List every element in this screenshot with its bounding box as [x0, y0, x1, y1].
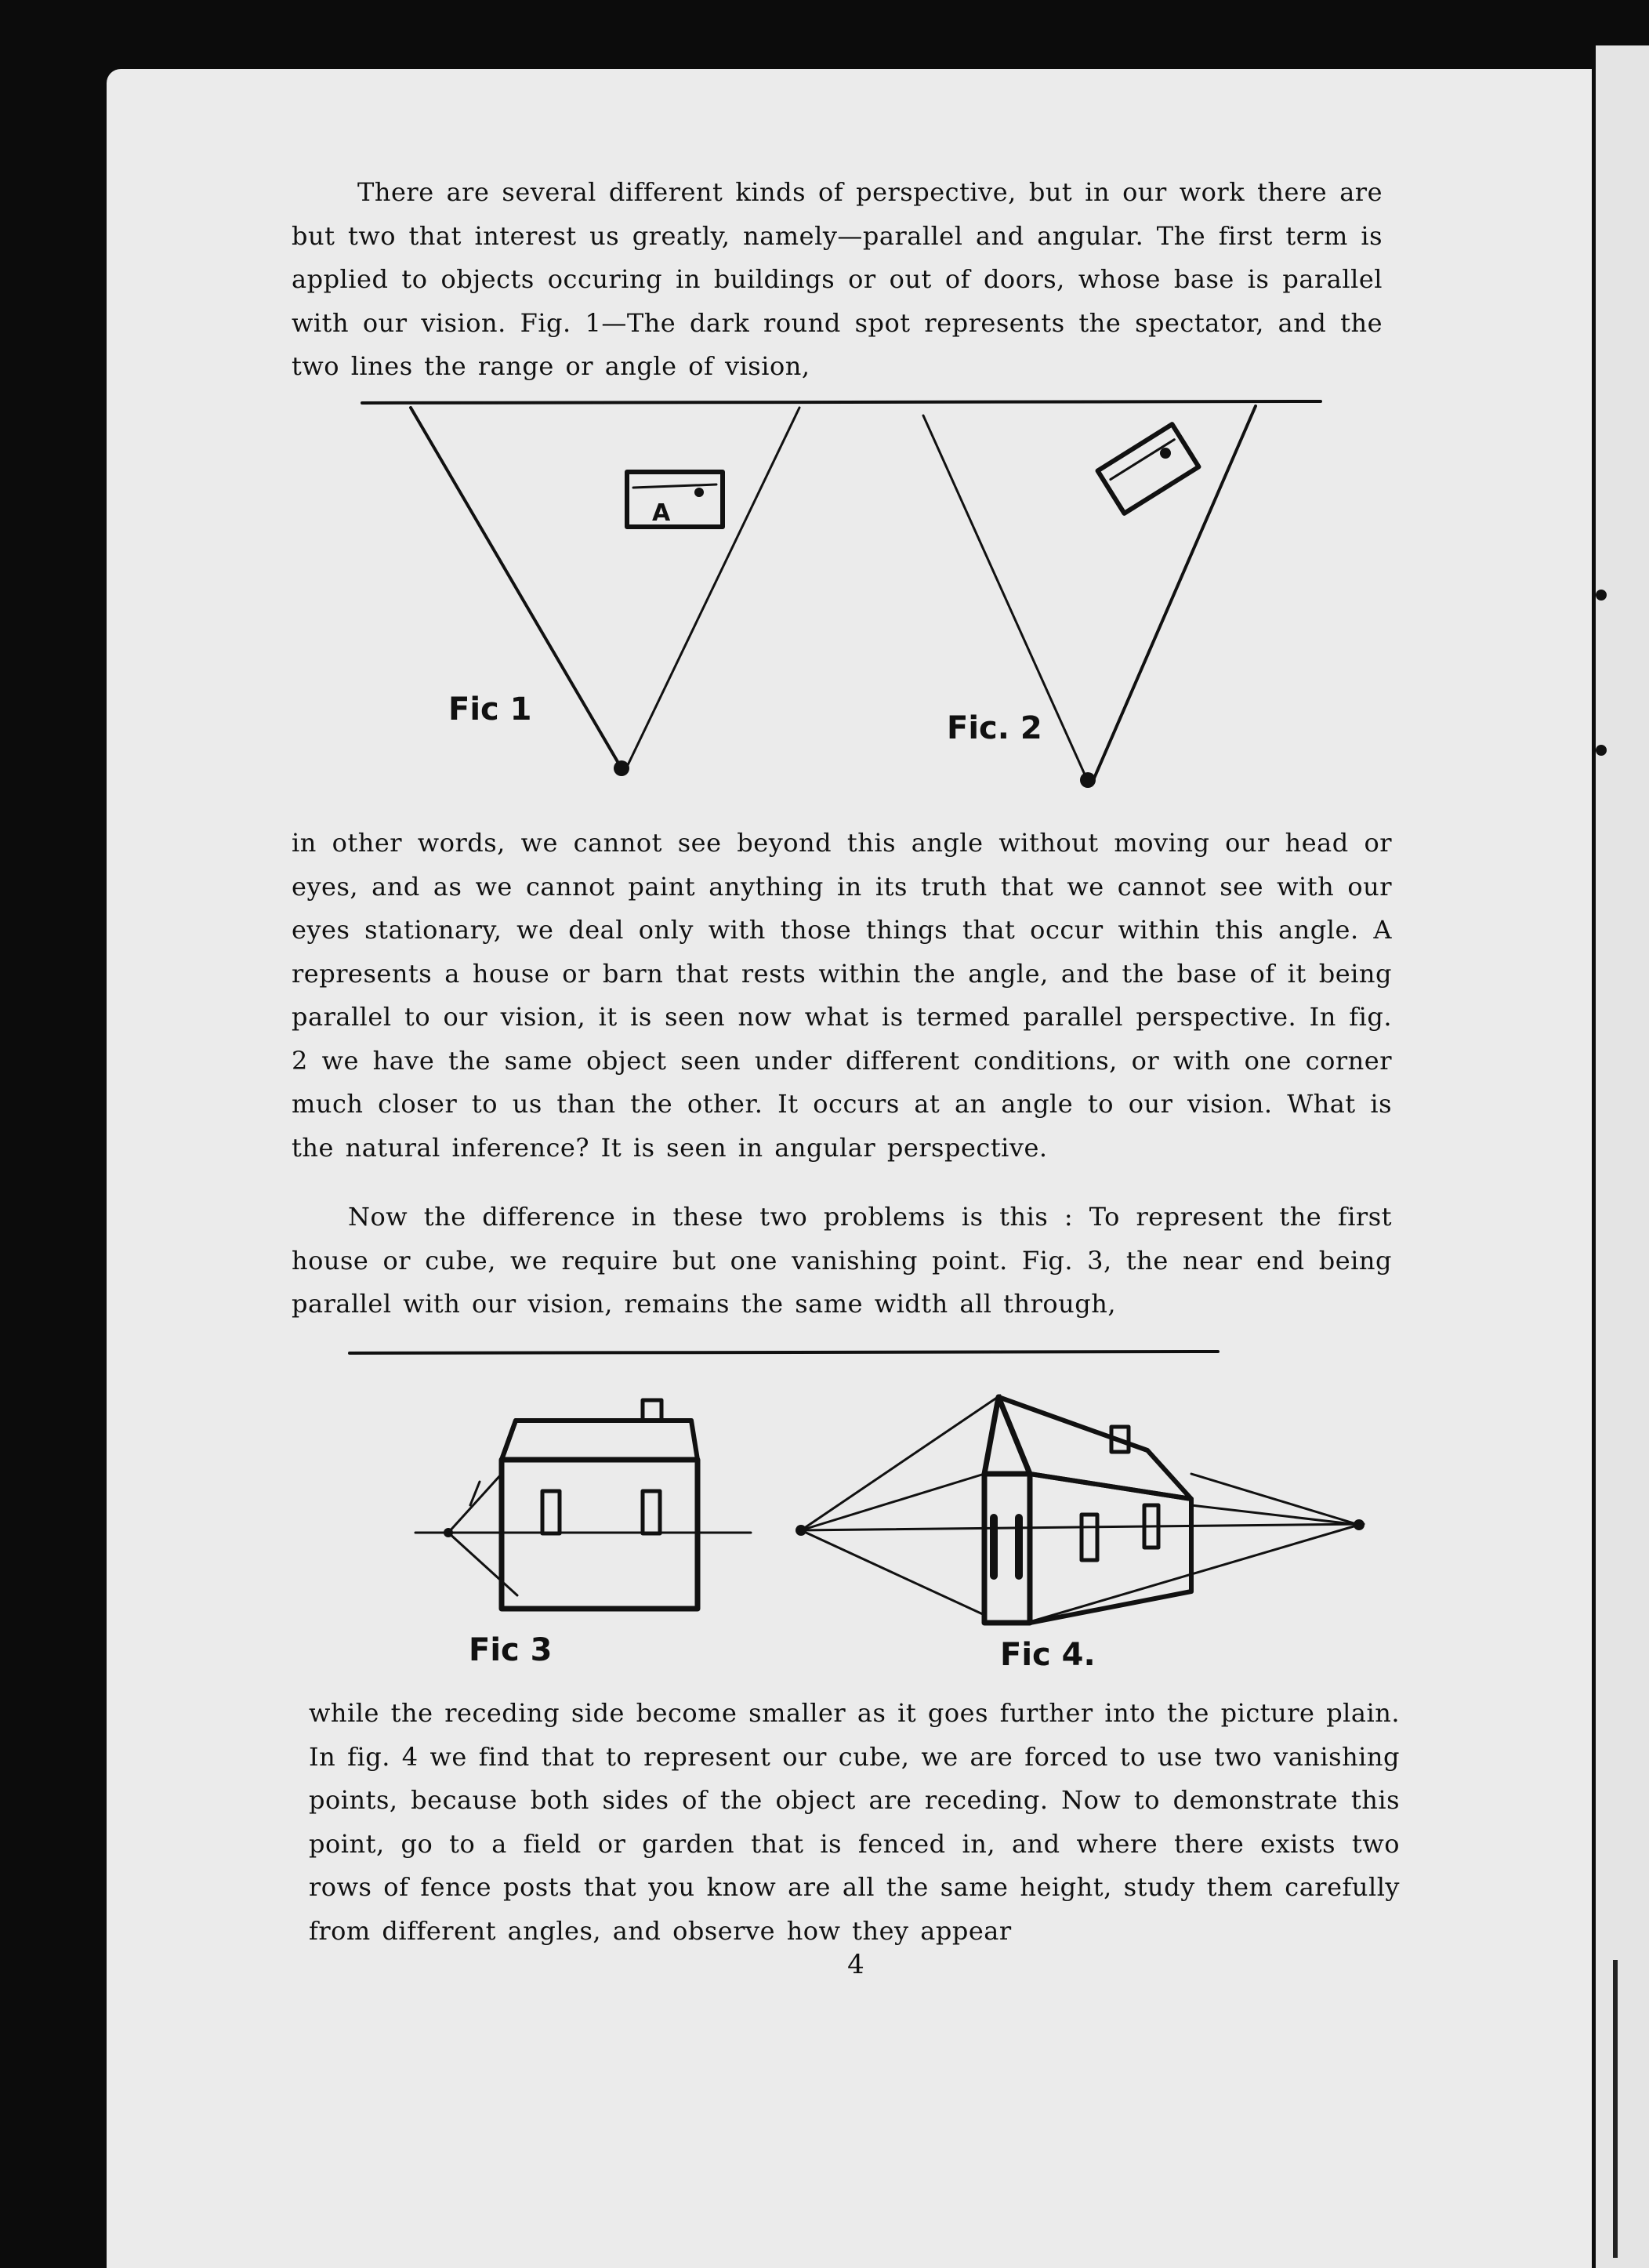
- paragraph-2: in other words, we cannot see beyond this angle without moving our head or eyes, and as we cannot paint anything in its truth that we cannot see with our eyes stationary, we deal only with those things that occur within this angle. A represents a house or barn that rests within the angle, and the base of it being parallel to our vision, it is seen now what is termed parallel perspective. In fig. 2 we have the same object seen under different conditions, or with one corner much closer to us than the other. It occurs at an angle to our vision. What is the natural inference? It is seen in angular perspective.: [292, 828, 1392, 1163]
- fig1-label: Fic 1: [448, 691, 532, 728]
- fig4-house: [796, 1395, 1365, 1623]
- section-rule: [350, 1352, 1218, 1353]
- fig4-label: Fic 4.: [1000, 1637, 1096, 1673]
- fig2-label: Fic. 2: [947, 710, 1042, 746]
- fig3-label: Fic 3: [469, 1632, 553, 1668]
- paragraph-3: Now the difference in these two problems is this : To represent the first house or cube, we require but one vanishing point. Fig. 3, the near end being parallel with our vision, remains the same width all through,: [292, 1202, 1392, 1319]
- fig1-box-label: A: [652, 499, 671, 527]
- fig3-house: [415, 1400, 751, 1609]
- paragraph-4: while the receding side become smaller as it goes further into the picture plain. In fig. 4 we find that to represent our cube, we are forced to use two vanishing points, because both sides of the object are receding. Now to demonstrate this point, go to a field or garden that is fenced in, and where there exists two rows of fence posts that you know are all the same height, study them carefully from different angles, and observe how they appear: [309, 1698, 1400, 1946]
- page-number: 4: [847, 1949, 864, 1980]
- paragraph-1: There are several different kinds of perspective, but in our work there are but two that interest us greatly, namely—parallel and angular. The first term is applied to objects occuring in buildings or out of doors, whose base is parallel with our vision. Fig. 1—The dark round spot represents the spectator, and the two lines the range or angle of vision,: [292, 177, 1383, 381]
